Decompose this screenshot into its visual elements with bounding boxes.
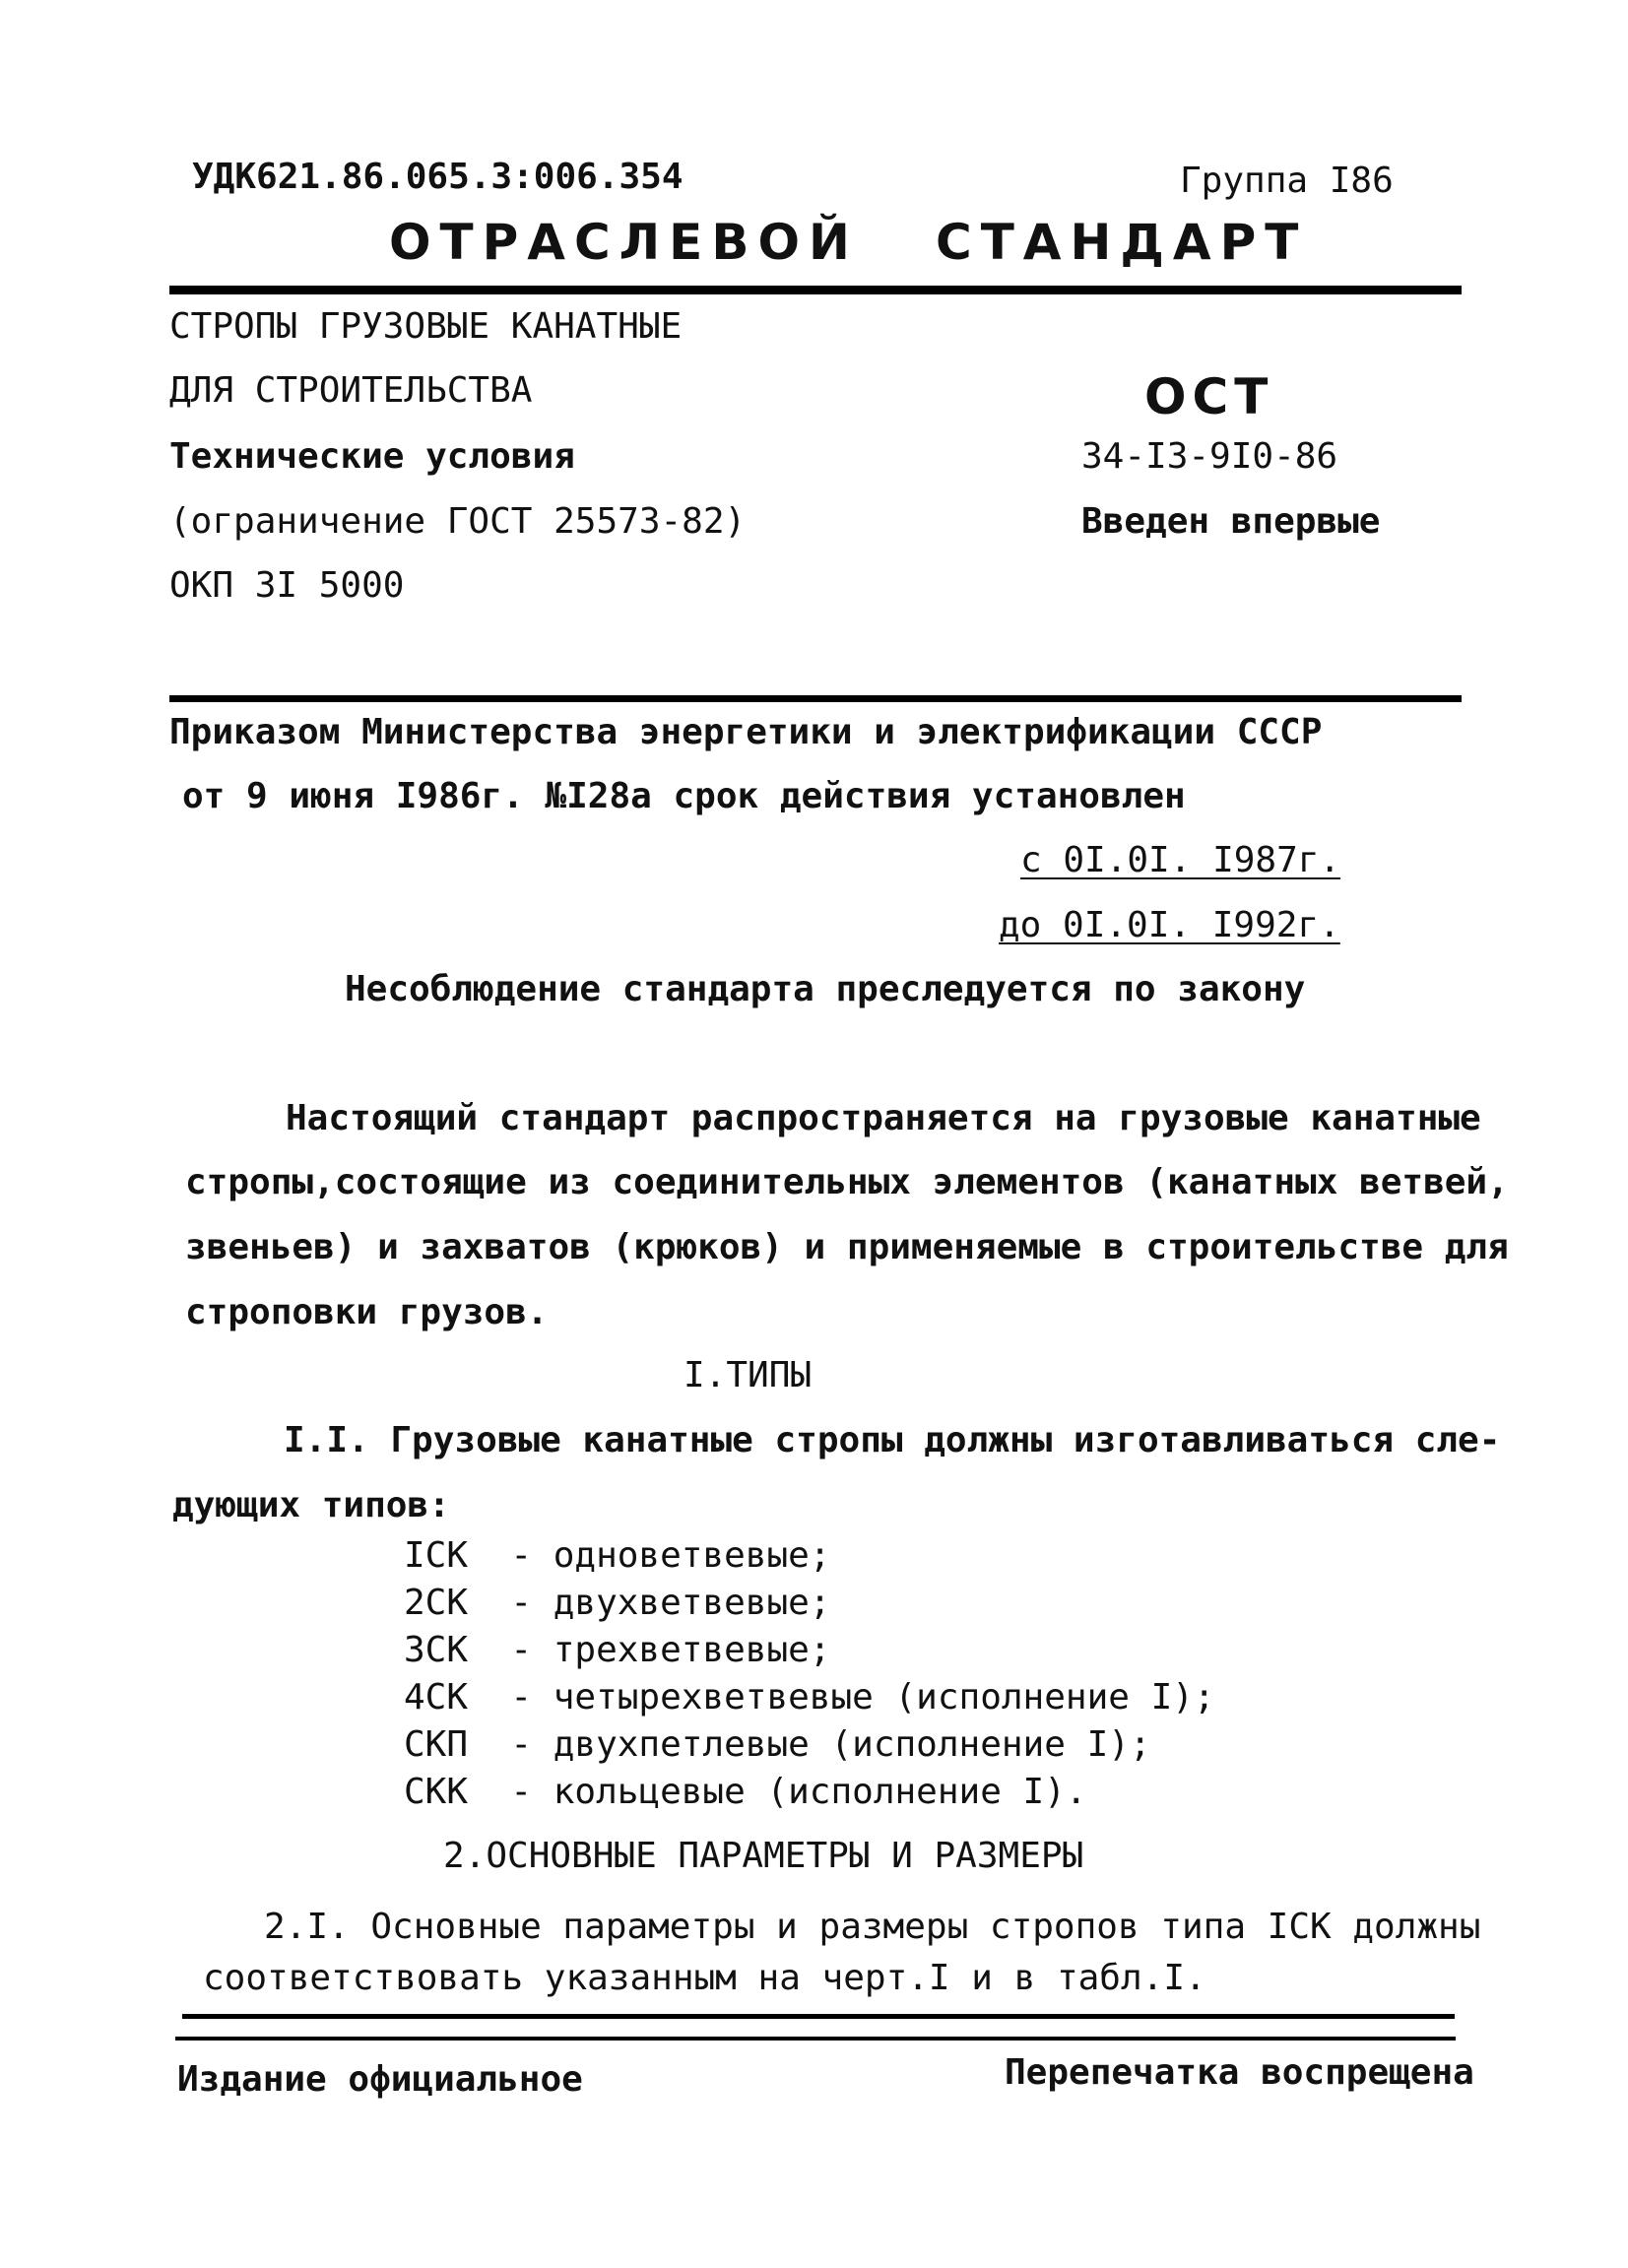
section-2-heading: 2.ОСНОВНЫЕ ПАРАМЕТРЫ И РАЗМЕРЫ — [443, 1836, 1084, 1876]
ost-number: 34-I3-9I0-86 — [1081, 436, 1338, 477]
standard-title-right: СТАНДАРТ — [936, 214, 1308, 271]
order-line-1: Приказом Министерства энергетики и электрификации СССР — [169, 712, 1323, 752]
section-1-para-line-1: I.I. Грузовые канатные стропы должны изготавливаться сле- — [284, 1420, 1501, 1460]
introduced-note: Введен впервые — [1081, 501, 1381, 542]
type-item: СКК - кольцевые (исполнение I). — [404, 1772, 1087, 1812]
type-item: 4СК - четырехветвевые (исполнение I); — [404, 1677, 1215, 1717]
title-rule — [169, 695, 1462, 702]
footer-official-edition: Издание официальное — [177, 2059, 583, 2100]
footer-reprint-prohibited: Перепечатка воспрещена — [1005, 2052, 1474, 2093]
standard-title-left: ОТРАСЛЕВОЙ — [389, 214, 859, 271]
section-1-para-line-2: дующих типов: — [172, 1485, 450, 1525]
order-line-2: от 9 июня I986г. №I28а срок действия установлен — [182, 776, 1186, 816]
legal-warning: Несоблюдение стандарта преследуется по закону — [345, 969, 1306, 1009]
intro-line-3: звеньев) и захватов (крюков) и применяемые в строительстве для — [185, 1227, 1509, 1267]
type-item: 3СК - трехветвевые; — [404, 1630, 831, 1670]
footer-rule-2 — [175, 2037, 1456, 2041]
title-line-2: ДЛЯ СТРОИТЕЛЬСТВА — [169, 370, 533, 411]
header-rule — [169, 286, 1462, 294]
section-2-para-line-2: соответствовать указанным на черт.I и в табл.I. — [203, 1958, 1206, 1998]
intro-line-4: строповки грузов. — [185, 1292, 549, 1332]
title-line-4: (ограничение ГОСТ 25573-82) — [169, 501, 747, 542]
intro-line-2: стропы,состоящие из соединительных элементов (канатных ветвей, — [185, 1162, 1509, 1202]
title-line-1: СТРОПЫ ГРУЗОВЫЕ КАНАТНЫЕ — [169, 306, 683, 347]
type-item: IСК - одноветвевые; — [404, 1535, 831, 1576]
title-line-5: ОКП 3I 5000 — [169, 565, 405, 606]
section-1-heading: I.ТИПЫ — [684, 1355, 813, 1395]
validity-to: до 0I.0I. I992г. — [999, 905, 1340, 945]
section-2-para-line-1: 2.I. Основные параметры и размеры стропов типа IСК должны — [264, 1907, 1481, 1947]
group-code: Группа I86 — [1180, 161, 1394, 201]
validity-from: с 0I.0I. I987г. — [1020, 840, 1341, 880]
type-item: СКП - двухпетлевые (исполнение I); — [404, 1724, 1151, 1765]
title-line-3: Технические условия — [169, 436, 575, 477]
udk-code: УДК621.86.065.3:006.354 — [192, 157, 684, 197]
ost-label: ОСТ — [1144, 368, 1274, 425]
footer-rule-1 — [182, 2014, 1455, 2019]
intro-line-1: Настоящий стандарт распространяется на грузовые канатные — [286, 1098, 1481, 1138]
type-item: 2СК - двухветвевые; — [404, 1583, 831, 1623]
